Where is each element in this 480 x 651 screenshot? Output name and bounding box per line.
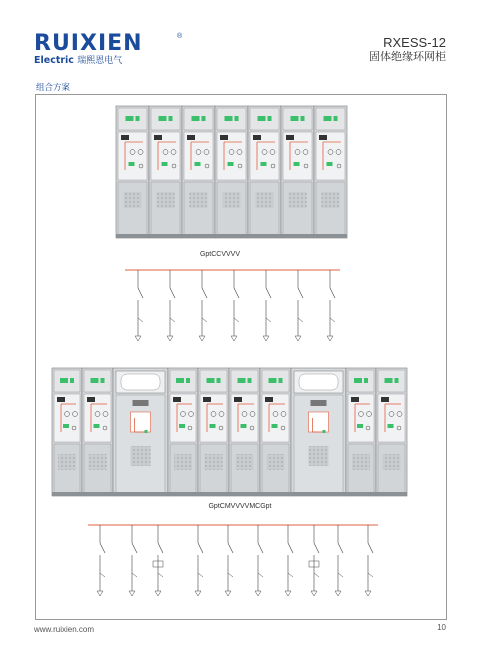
product-model: RXESS-12 [383, 35, 446, 50]
switch-cabinet [248, 106, 281, 238]
cable-terminal [135, 336, 141, 341]
vent-grille [256, 192, 274, 208]
indicator-display [238, 378, 246, 383]
vent-grille [157, 192, 175, 208]
switch-cabinet [260, 368, 291, 496]
status-indicator [261, 162, 267, 166]
single-line-diagram-2 [88, 525, 378, 596]
earthing-switch [202, 318, 207, 322]
vent-grille [289, 192, 307, 208]
earthing-switch [298, 318, 303, 322]
switch-cabinet [198, 368, 229, 496]
indicator-light [235, 116, 239, 121]
earthing-switch [258, 573, 263, 577]
indicator-display [192, 116, 200, 121]
indicator-display [159, 116, 167, 121]
status-indicator [63, 424, 69, 428]
brand-sub-cn: 瑞熙恩电气 [77, 56, 123, 66]
feeder-branch [365, 525, 373, 596]
brand-name: RUIXIEN [34, 31, 143, 56]
metering-branch [153, 525, 163, 596]
cable-terminal [199, 336, 205, 341]
indicator-display [269, 378, 277, 383]
switch-symbol [330, 288, 335, 298]
switch-cabinet [346, 368, 376, 496]
panel-label [351, 397, 359, 402]
cable-compartment [151, 182, 180, 236]
feeder-branch [285, 525, 293, 596]
lineup-1-caption: GptCCVVVV [199, 251, 241, 258]
indicator-light [334, 116, 338, 121]
indicator-light [136, 116, 140, 121]
earthing-switch [170, 318, 175, 322]
page-number: 10 [437, 623, 446, 632]
panel-label [253, 135, 261, 140]
indicator-display [176, 378, 184, 383]
switch-symbol [170, 288, 175, 298]
brand-sub-en: Electric [34, 55, 74, 66]
feeder-branch [295, 270, 303, 341]
status-indicator [179, 424, 185, 428]
panel-label [187, 135, 195, 140]
status-indicator [94, 424, 100, 428]
switch-symbol [138, 288, 143, 298]
cable-terminal [195, 591, 201, 596]
metering-branch [309, 525, 319, 596]
earthing-switch [198, 573, 203, 577]
switch-symbol [368, 543, 373, 553]
status-indicator [162, 162, 168, 166]
viewing-window [299, 374, 338, 390]
status-indicator [272, 424, 278, 428]
cable-compartment [184, 182, 213, 236]
vent-grille [89, 454, 107, 470]
cable-terminal [231, 336, 237, 341]
lineup-2-caption: GptCMVVVVMCGpt [208, 503, 272, 510]
earthing-switch [100, 573, 105, 577]
cable-terminal [327, 336, 333, 341]
feeder-branch [225, 525, 233, 596]
feeder-branch [129, 525, 137, 596]
indicator-display [258, 116, 266, 121]
switch-cabinet [314, 106, 347, 238]
panel-label [121, 135, 129, 140]
switch-cabinet [215, 106, 248, 238]
meter-display [133, 400, 149, 406]
switch-symbol [132, 543, 137, 553]
cable-terminal [97, 591, 103, 596]
cable-terminal [295, 336, 301, 341]
switch-cabinet [182, 106, 215, 238]
switchgear-lineup-2 [52, 368, 407, 496]
status-indicator [129, 162, 135, 166]
indicator-display [60, 378, 68, 383]
cable-terminal [263, 336, 269, 341]
switchgear-lineup-1 [116, 106, 347, 238]
viewing-window [121, 374, 160, 390]
switch-cabinet [149, 106, 182, 238]
cable-terminal [255, 591, 261, 596]
switch-symbol [258, 543, 263, 553]
switch-symbol [298, 288, 303, 298]
switch-cabinet [52, 368, 82, 496]
footer-url: www.ruixien.com [34, 625, 95, 634]
product-subtitle: 固体绝缘环网柜 [369, 51, 446, 63]
feeder-branch [195, 525, 203, 596]
indicator-light [217, 378, 221, 383]
switch-cabinet [376, 368, 407, 496]
metering-cabinet [113, 368, 168, 496]
cable-compartment [250, 182, 279, 236]
indicator-display [207, 378, 215, 383]
indicator-light [248, 378, 252, 383]
section-title: 组合方案 [36, 82, 71, 92]
earthing-switch [314, 573, 319, 577]
vent-grille [322, 192, 340, 208]
earthing-switch [288, 573, 293, 577]
indicator-light [301, 116, 305, 121]
panel-label [203, 397, 211, 402]
switch-symbol [158, 543, 163, 553]
status-indicator [388, 424, 394, 428]
vent-grille [190, 192, 208, 208]
panel-label [265, 397, 273, 402]
vent-grille [223, 192, 241, 208]
indicator-light [169, 116, 173, 121]
indicator-light [268, 116, 272, 121]
indicator-light [279, 378, 283, 383]
feeder-branch [327, 270, 335, 341]
panel-label [220, 135, 228, 140]
panel-label [173, 397, 181, 402]
panel-label [57, 397, 65, 402]
switch-cabinet [168, 368, 198, 496]
cable-compartment [217, 182, 246, 236]
cable-terminal [225, 591, 231, 596]
feeder-branch [97, 525, 105, 596]
status-indicator [241, 424, 247, 428]
feeder-branch [199, 270, 207, 341]
earthing-switch [138, 318, 143, 322]
indicator-display [91, 378, 99, 383]
indicator-display [354, 378, 362, 383]
vent-grille [383, 454, 401, 470]
switch-symbol [228, 543, 233, 553]
cabinet-base [116, 234, 347, 238]
switch-cabinet [229, 368, 260, 496]
panel-label [319, 135, 327, 140]
status-indicator [327, 162, 333, 166]
feeder-branch [255, 525, 263, 596]
cable-terminal [167, 336, 173, 341]
status-indicator [195, 162, 201, 166]
feeder-branch [263, 270, 271, 341]
cabinet-base [52, 492, 407, 496]
switch-symbol [202, 288, 207, 298]
vent-grille [131, 446, 151, 466]
indicator-light [145, 430, 148, 433]
panel-label [234, 397, 242, 402]
indicator-display [291, 116, 299, 121]
feeder-branch [335, 525, 343, 596]
status-indicator [357, 424, 363, 428]
vent-grille [58, 454, 76, 470]
panel-label [154, 135, 162, 140]
metering-cabinet [291, 368, 346, 496]
cabinet-door [116, 395, 165, 493]
status-indicator [294, 162, 300, 166]
indicator-display [225, 116, 233, 121]
panel-label [381, 397, 389, 402]
switch-symbol [288, 543, 293, 553]
cable-terminal [365, 591, 371, 596]
switch-cabinet [116, 106, 149, 238]
indicator-light [364, 378, 368, 383]
switch-symbol [338, 543, 343, 553]
earthing-switch [158, 573, 163, 577]
earthing-switch [368, 573, 373, 577]
indicator-light [70, 378, 74, 383]
cabinet-door [294, 395, 343, 493]
switch-symbol [198, 543, 203, 553]
cable-terminal [311, 591, 317, 596]
single-line-diagram-1 [125, 270, 340, 341]
cable-compartment [283, 182, 312, 236]
vent-grille [352, 454, 370, 470]
cable-compartment [118, 182, 147, 236]
earthing-switch [330, 318, 335, 322]
cable-terminal [155, 591, 161, 596]
cable-compartment [316, 182, 345, 236]
earthing-switch [132, 573, 137, 577]
earthing-switch [338, 573, 343, 577]
earthing-switch [234, 318, 239, 322]
feeder-branch [231, 270, 239, 341]
meter-display [311, 400, 327, 406]
indicator-display [385, 378, 393, 383]
cable-terminal [129, 591, 135, 596]
switch-symbol [234, 288, 239, 298]
cable-terminal [335, 591, 341, 596]
switch-symbol [100, 543, 105, 553]
indicator-display [324, 116, 332, 121]
switch-symbol [266, 288, 271, 298]
indicator-light [395, 378, 399, 383]
switch-symbol [314, 543, 319, 553]
feeder-branch [135, 270, 143, 341]
indicator-light [101, 378, 105, 383]
cable-terminal [285, 591, 291, 596]
indicator-display [126, 116, 134, 121]
panel-label [286, 135, 294, 140]
status-indicator [210, 424, 216, 428]
panel-label [87, 397, 95, 402]
meter-wiring-box [309, 412, 329, 432]
indicator-light [202, 116, 206, 121]
vent-grille [174, 454, 192, 470]
earthing-switch [228, 573, 233, 577]
earthing-switch [266, 318, 271, 322]
indicator-light [323, 430, 326, 433]
indicator-light [186, 378, 190, 383]
vent-grille [205, 454, 223, 470]
vent-grille [124, 192, 142, 208]
brand-registered-mark: ® [177, 33, 183, 40]
vent-grille [236, 454, 254, 470]
meter-wiring-box [131, 412, 151, 432]
vent-grille [309, 446, 329, 466]
feeder-branch [167, 270, 175, 341]
switch-cabinet [82, 368, 113, 496]
vent-grille [267, 454, 285, 470]
switch-cabinet [281, 106, 314, 238]
status-indicator [228, 162, 234, 166]
